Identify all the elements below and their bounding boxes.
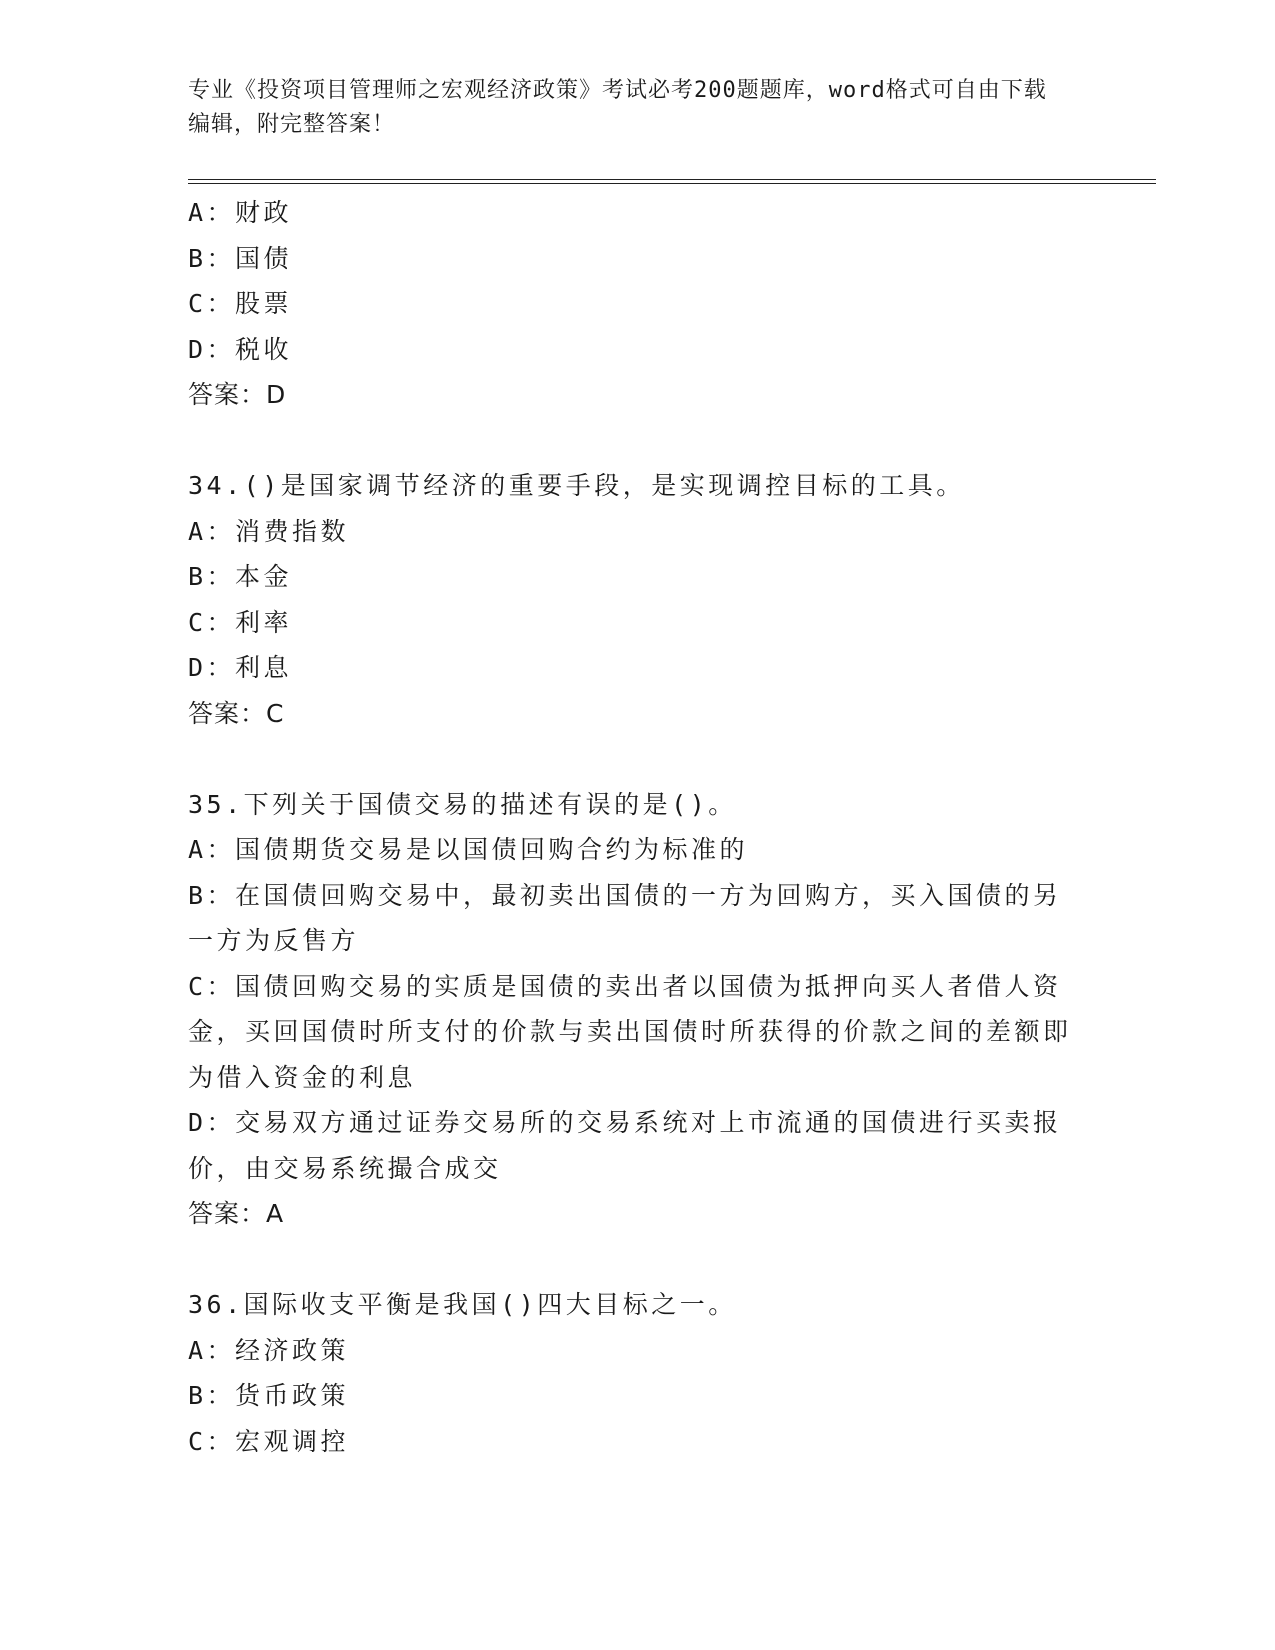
question-stem: 36.国际收支平衡是我国()四大目标之一。 — [188, 1290, 737, 1319]
option-c: C：宏观调控 — [188, 1426, 350, 1456]
option-b: B：国债 — [188, 243, 293, 273]
answer: 答案：C — [188, 698, 285, 728]
option-a: A：财政 — [188, 198, 293, 227]
spacer — [188, 418, 1078, 464]
option-a: A：国债期货交易是以国债回购合约为标准的 — [188, 835, 749, 864]
option-c: C：股票 — [188, 289, 293, 318]
spacer — [188, 1237, 1078, 1283]
question-stem: 35.下列关于国债交易的描述有误的是()。 — [188, 789, 737, 819]
option-c: C：国债回购交易的实质是国债的卖出者以国债为抵押向买人者借人资金，买回国债时所支付的价款与卖出国债时所获得的价款之间的差额即为借入资金的利息 — [188, 971, 1072, 1092]
option-a: A：经济政策 — [188, 1335, 350, 1365]
question-stem: 34.()是国家调节经济的重要手段，是实现调控目标的工具。 — [188, 471, 965, 500]
option-b: B：本金 — [188, 562, 293, 591]
option-b: B：货币政策 — [188, 1381, 350, 1410]
question-block-34 — [188, 463, 1078, 736]
option-b: B：在国债回购交易中，最初卖出国债的一方为回购方，买入国债的另一方为反售方 — [188, 880, 1062, 955]
question-list — [188, 190, 1078, 1464]
option-d: D：利息 — [188, 653, 293, 682]
spacer — [188, 736, 1078, 782]
answer: 答案：A — [188, 1199, 285, 1228]
document-header: 专业《投资项目管理师之宏观经济政策》考试必考200题题库，word格式可自由下载编辑，附完整答案！ — [188, 78, 1047, 137]
header-divider — [188, 179, 1156, 184]
option-a: A：消费指数 — [188, 516, 350, 546]
option-c: C：利率 — [188, 607, 293, 637]
answer: 答案：D — [188, 380, 287, 409]
question-block-36 — [188, 1282, 1078, 1464]
option-d: D：税收 — [188, 334, 293, 364]
question-block-35 — [188, 782, 1078, 1237]
question-block-33 — [188, 190, 1078, 418]
option-d: D：交易双方通过证券交易所的交易系统对上市流通的国债进行买卖报价，由交易系统撮合成交 — [188, 1108, 1062, 1183]
